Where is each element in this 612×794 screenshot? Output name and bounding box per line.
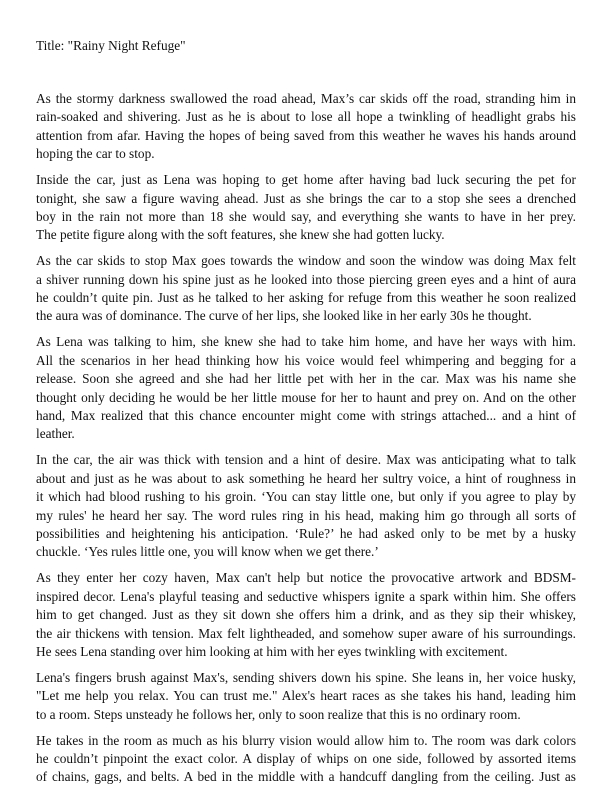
text-line: In the car, the air was thick with tension and a hint of desire. Max was anticipating what to talk <box>36 452 576 468</box>
paragraph <box>36 90 576 164</box>
text-line: he couldn’t pinpoint the exact color. A display of whips on one side, followed by assorted items <box>36 751 576 767</box>
paragraph <box>36 451 576 561</box>
text-line: the aura was of dominance. The curve of her lips, she looked like in her early 30s he thought. <box>36 308 532 324</box>
text-line: tonight, she saw a figure waving ahead. Just as she brings the car to a stop she sees a drenched <box>36 190 576 206</box>
document-body <box>36 90 576 794</box>
paragraph <box>36 732 576 787</box>
text-line: As Lena was talking to him, she knew she had to take him home, and have her ways with him. <box>36 334 576 350</box>
document-title: Title: "Rainy Night Refuge" <box>36 38 186 53</box>
text-line: hand, Max realized that this chance encounter might come with strings attached... and a hint of <box>36 408 576 424</box>
text-line: leather. <box>36 426 75 442</box>
paragraph <box>36 669 576 724</box>
text-line: He takes in the room as much as his blurry vision would allow him to. The room was dark colors <box>36 732 576 748</box>
text-line: to a room. Steps unsteady he follows her, only to soon realize that this is no ordinary room. <box>36 706 521 722</box>
text-line: about and just as he was about to ask something he heard her sultry voice, a hint of roughness in <box>36 470 576 486</box>
text-line: boy in the rain not more than 18 she would say, and everything she wants to have in her prey. <box>36 208 576 224</box>
paragraph <box>36 171 576 245</box>
text-line: he couldn’t quite pin. Just as he talked to her asking for refuge from this weather he soon realized <box>36 290 576 306</box>
text-line: All the scenarios in her head thinking how his voice would feel whimpering and begging for a <box>36 352 576 368</box>
text-line: of chains, gags, and belts. A bed in the middle with a handcuff dangling from the ceiling. Just as <box>36 769 576 785</box>
text-line: attention from afar. Having the hopes of being saved from this weather he waves his hands around <box>36 127 576 143</box>
text-line: my rules' he heard her say. The word rules ring in his head, making him go through all sorts of <box>36 507 576 523</box>
text-line: "Let me help you relax. You can trust me." Alex's heart races as she takes his hand, leading him <box>36 688 576 704</box>
paragraph <box>36 333 576 443</box>
text-line: possibilities and heightening his anticipation. ‘Rule?’ he had asked only to be met by a husky <box>36 525 576 541</box>
text-line: As the stormy darkness swallowed the road ahead, Max’s car skids off the road, stranding him in <box>36 91 576 106</box>
text-line: thought only deciding he would be her little mouse for her to haunt and prey on. And on the other <box>36 389 576 405</box>
text-line: The petite figure along with the soft features, she knew she had gotten lucky. <box>36 227 445 243</box>
text-line: rain-soaked and shivering. Just as he is about to lose all hope a twinkling of headlight grabs his <box>36 109 576 125</box>
text-line: chuckle. ‘Yes rules little one, you will know when we get there.’ <box>36 544 379 560</box>
text-line: it which had blood rushing to his groin. ‘You can stay little one, but only if you agree to play by <box>36 489 576 505</box>
text-line: a shiver running down his spine just as he looked into those piercing green eyes and a hint of aura <box>36 271 576 287</box>
paragraph <box>36 252 576 326</box>
text-line: hoping the car to stop. <box>36 146 155 162</box>
text-line: the air thickens with tension. Max felt lightheaded, and somehow super aware of his surroundings. <box>36 625 576 641</box>
text-line: As the car skids to stop Max goes towards the window and soon the window was doing Max felt <box>36 253 576 269</box>
text-line: inspired decor. Lena's playful teasing and seductive whispers ignite a spark within him. She offers <box>36 588 576 604</box>
paragraph <box>36 569 576 661</box>
text-line: him to get changed. Just as they sit down she offers him a drink, and as they sip their whiskey, <box>36 607 576 623</box>
text-line: Inside the car, just as Lena was hoping to get home after having bad luck securing the pet for <box>36 172 576 188</box>
text-line: Lena's fingers brush against Max's, sending shivers down his spine. She leans in, her voice husky, <box>36 669 576 685</box>
text-line: As they enter her cozy haven, Max can't help but notice the provocative artwork and BDSM- <box>36 570 576 586</box>
text-line: He sees Lena standing over him looking at him with her eyes twinkling with excitement. <box>36 643 508 659</box>
text-line: release. Soon she agreed and she had her little pet with her in the car. Max was his name she <box>36 371 576 387</box>
